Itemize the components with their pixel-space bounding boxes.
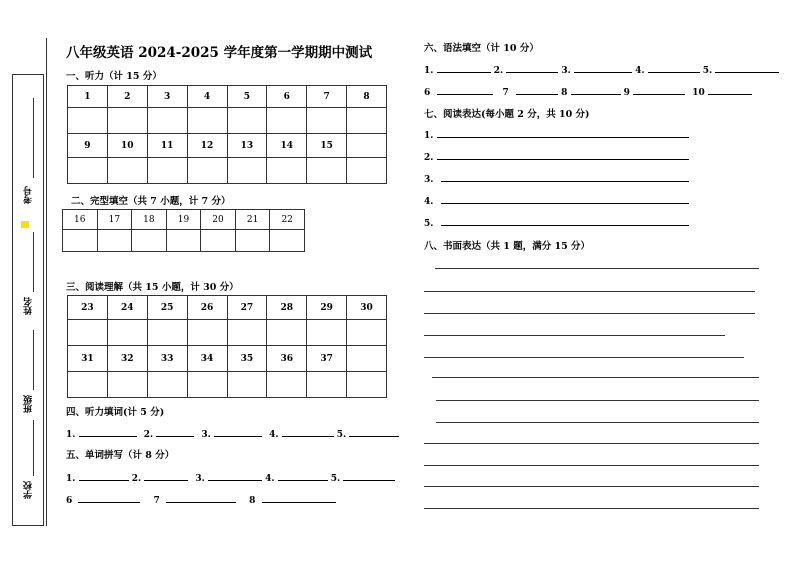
grid-cell: 16 (63, 210, 98, 230)
writing-line[interactable] (424, 313, 755, 314)
answer-blank[interactable] (78, 493, 140, 503)
answer-blank[interactable] (441, 172, 689, 182)
writing-line[interactable] (424, 486, 759, 487)
grid-cell: 9 (68, 134, 108, 158)
answer-blank[interactable] (79, 471, 129, 481)
writing-line[interactable] (436, 422, 759, 423)
answer-cell[interactable] (147, 158, 187, 184)
blank-number: 2. (131, 474, 142, 484)
section-2-answer-grid (62, 209, 305, 252)
grid-cell: 31 (68, 346, 108, 372)
answer-blank[interactable] (349, 427, 399, 437)
section-5-blanks-row-2 (66, 493, 336, 506)
answer-cell[interactable] (68, 158, 108, 184)
answer-blank[interactable] (166, 493, 236, 503)
grid-cell: 10 (107, 134, 147, 158)
grid-cell: 6 (267, 86, 307, 108)
blank-number: 7 (153, 496, 160, 506)
grid-cell: 36 (267, 346, 307, 372)
answer-cell[interactable] (347, 158, 387, 184)
answer-blank[interactable] (262, 493, 336, 503)
answer-cell[interactable] (307, 108, 347, 134)
answer-cell[interactable] (187, 372, 227, 398)
answer-blank[interactable] (214, 427, 262, 437)
grid-cell: 35 (227, 346, 267, 372)
writing-line[interactable] (435, 268, 759, 269)
section-6-blanks-row-1 (424, 63, 779, 76)
page-title: 八年级英语 2024-2025 学年度第一学期期中测试 (66, 45, 373, 61)
answer-line-row (424, 216, 689, 229)
answer-cell[interactable] (187, 320, 227, 346)
answer-cell[interactable] (270, 230, 305, 252)
grid-cell: 8 (347, 86, 387, 108)
answer-cell[interactable] (63, 230, 98, 252)
answer-cell[interactable] (227, 158, 267, 184)
answer-cell[interactable] (307, 158, 347, 184)
answer-cell[interactable] (307, 372, 347, 398)
grid-cell (347, 346, 387, 372)
binding-fold-line (46, 38, 47, 526)
answer-cell[interactable] (235, 230, 270, 252)
answer-cell[interactable] (166, 230, 201, 252)
blank-number: 7 (502, 88, 509, 98)
blank-number: 3. (201, 430, 211, 440)
answer-line-row (424, 150, 689, 163)
answer-blank[interactable] (715, 63, 779, 73)
answer-cell[interactable] (347, 320, 387, 346)
answer-line-row (424, 172, 689, 185)
answer-cell[interactable] (267, 108, 307, 134)
blank-number: 9 (623, 88, 630, 98)
answer-blank[interactable] (437, 128, 689, 138)
answer-cell[interactable] (227, 108, 267, 134)
section-6-blanks-row-2 (424, 85, 752, 98)
blank-number: 3. (195, 474, 205, 484)
grid-cell: 1 (68, 86, 108, 108)
grid-cell: 23 (68, 296, 108, 320)
answer-cell[interactable] (227, 320, 267, 346)
blank-number: 4. (265, 474, 275, 484)
grid-cell: 7 (307, 86, 347, 108)
answer-cell[interactable] (187, 108, 227, 134)
writing-line[interactable] (424, 291, 755, 292)
grid-cell: 12 (187, 134, 227, 158)
writing-line[interactable] (436, 400, 759, 401)
answer-blank[interactable] (441, 216, 689, 226)
answer-blank[interactable] (156, 427, 194, 437)
section-8-heading: 八、书面表达（共 1 题，满分 15 分） (424, 241, 591, 252)
blank-number: 10 (692, 88, 705, 98)
grid-cell: 19 (166, 210, 201, 230)
answer-blank[interactable] (441, 194, 689, 204)
blank-number: 6 (424, 88, 431, 98)
answer-cell[interactable] (267, 320, 307, 346)
writing-line[interactable] (424, 465, 759, 466)
grid-cell: 13 (227, 134, 267, 158)
blank-number: 4. (424, 197, 434, 207)
answer-cell[interactable] (68, 320, 108, 346)
blank-number: 2. (424, 153, 434, 163)
grid-cell (347, 134, 387, 158)
grid-cell: 33 (147, 346, 187, 372)
section-1-answer-grid (67, 85, 387, 184)
answer-blank[interactable] (437, 63, 491, 73)
grid-cell: 37 (307, 346, 347, 372)
answer-cell[interactable] (347, 372, 387, 398)
section-5-blanks-row-1 (66, 471, 395, 484)
section-6-heading: 六、语法填空（计 10 分） (424, 43, 539, 54)
class-line (33, 330, 34, 390)
exam-number-label: 考号 (24, 186, 34, 204)
blank-number: 1. (66, 474, 76, 484)
blank-number: 5. (336, 430, 347, 440)
section-5-heading: 五、单词拼写（计 8 分） (66, 450, 175, 461)
grid-cell: 17 (97, 210, 132, 230)
grid-cell: 15 (307, 134, 347, 158)
answer-cell[interactable] (68, 108, 108, 134)
answer-cell[interactable] (107, 320, 147, 346)
answer-blank[interactable] (79, 427, 137, 437)
answer-blank[interactable] (144, 471, 188, 481)
blank-number: 5. (702, 66, 713, 76)
section-2-heading: 二、完型填空（共 7 小题，计 7 分） (71, 196, 231, 207)
blank-number: 1. (66, 430, 76, 440)
answer-blank[interactable] (437, 150, 689, 160)
section-4-blanks (66, 427, 399, 440)
answer-cell[interactable] (107, 372, 147, 398)
answer-cell[interactable] (147, 108, 187, 134)
answer-blank[interactable] (574, 63, 632, 73)
answer-blank[interactable] (506, 63, 558, 73)
answer-blank[interactable] (648, 63, 700, 73)
section-1-heading: 一、听力（计 15 分） (66, 71, 162, 82)
writing-line[interactable] (424, 335, 725, 336)
grid-cell: 27 (227, 296, 267, 320)
grid-cell: 29 (307, 296, 347, 320)
blank-number: 2. (493, 66, 504, 76)
grid-cell: 34 (187, 346, 227, 372)
school-line (33, 420, 34, 476)
grid-cell: 4 (187, 86, 227, 108)
blank-number: 1. (424, 131, 434, 141)
answer-cell[interactable] (227, 372, 267, 398)
grid-cell: 2 (107, 86, 147, 108)
grid-cell: 24 (107, 296, 147, 320)
blank-number: 8 (249, 496, 256, 506)
blank-number: 5. (424, 219, 434, 229)
writing-line[interactable] (432, 377, 759, 378)
grid-cell: 30 (347, 296, 387, 320)
answer-cell[interactable] (68, 372, 108, 398)
section-3-answer-grid (67, 295, 387, 398)
blank-number: 3. (424, 175, 434, 185)
answer-cell[interactable] (201, 230, 236, 252)
writing-line[interactable] (424, 508, 759, 509)
grid-cell: 3 (147, 86, 187, 108)
answer-blank[interactable] (437, 85, 493, 95)
answer-blank[interactable] (282, 427, 334, 437)
blank-number: 2. (143, 430, 154, 440)
answer-cell[interactable] (267, 372, 307, 398)
grid-cell: 14 (267, 134, 307, 158)
answer-blank[interactable] (516, 85, 558, 95)
answer-blank[interactable] (708, 85, 752, 95)
grid-cell: 32 (107, 346, 147, 372)
answer-cell[interactable] (107, 158, 147, 184)
writing-line[interactable] (424, 443, 759, 444)
answer-blank[interactable] (633, 85, 685, 95)
answer-cell[interactable] (187, 158, 227, 184)
grid-cell: 11 (147, 134, 187, 158)
answer-cell[interactable] (347, 108, 387, 134)
answer-line-row (424, 128, 689, 141)
answer-blank[interactable] (208, 471, 262, 481)
grid-cell: 25 (147, 296, 187, 320)
answer-blank[interactable] (571, 85, 621, 95)
answer-cell[interactable] (147, 320, 187, 346)
grid-cell: 26 (187, 296, 227, 320)
blank-number: 5. (330, 474, 341, 484)
answer-cell[interactable] (132, 230, 167, 252)
blank-number: 4. (269, 430, 279, 440)
answer-blank[interactable] (343, 471, 395, 481)
answer-cell[interactable] (147, 372, 187, 398)
highlight-marker (21, 221, 29, 228)
blank-number: 3. (561, 66, 571, 76)
grid-cell: 5 (227, 86, 267, 108)
section-3-heading: 三、阅读理解（共 15 小题，计 30 分） (66, 282, 239, 293)
name-line (33, 232, 34, 292)
blank-number: 1. (424, 66, 434, 76)
answer-cell[interactable] (97, 230, 132, 252)
blank-number: 4. (635, 66, 645, 76)
school-label: 学校 (24, 481, 34, 499)
grid-cell: 28 (267, 296, 307, 320)
name-label: 姓名 (24, 297, 34, 315)
answer-blank[interactable] (278, 471, 328, 481)
answer-cell[interactable] (107, 108, 147, 134)
answer-cell[interactable] (307, 320, 347, 346)
grid-cell: 21 (235, 210, 270, 230)
section-4-heading: 四、听力填词(计 5 分) (66, 407, 165, 418)
exam-number-line (33, 98, 34, 178)
grid-cell: 20 (201, 210, 236, 230)
blank-number: 6 (66, 496, 73, 506)
grid-cell: 22 (270, 210, 305, 230)
answer-cell[interactable] (267, 158, 307, 184)
grid-cell: 18 (132, 210, 167, 230)
answer-line-row (424, 194, 689, 207)
writing-line[interactable] (424, 357, 744, 358)
section-7-heading: 七、阅读表达(每小题 2 分，共 10 分) (424, 109, 590, 120)
blank-number: 8 (561, 88, 568, 98)
class-label: 班级 (24, 395, 34, 413)
